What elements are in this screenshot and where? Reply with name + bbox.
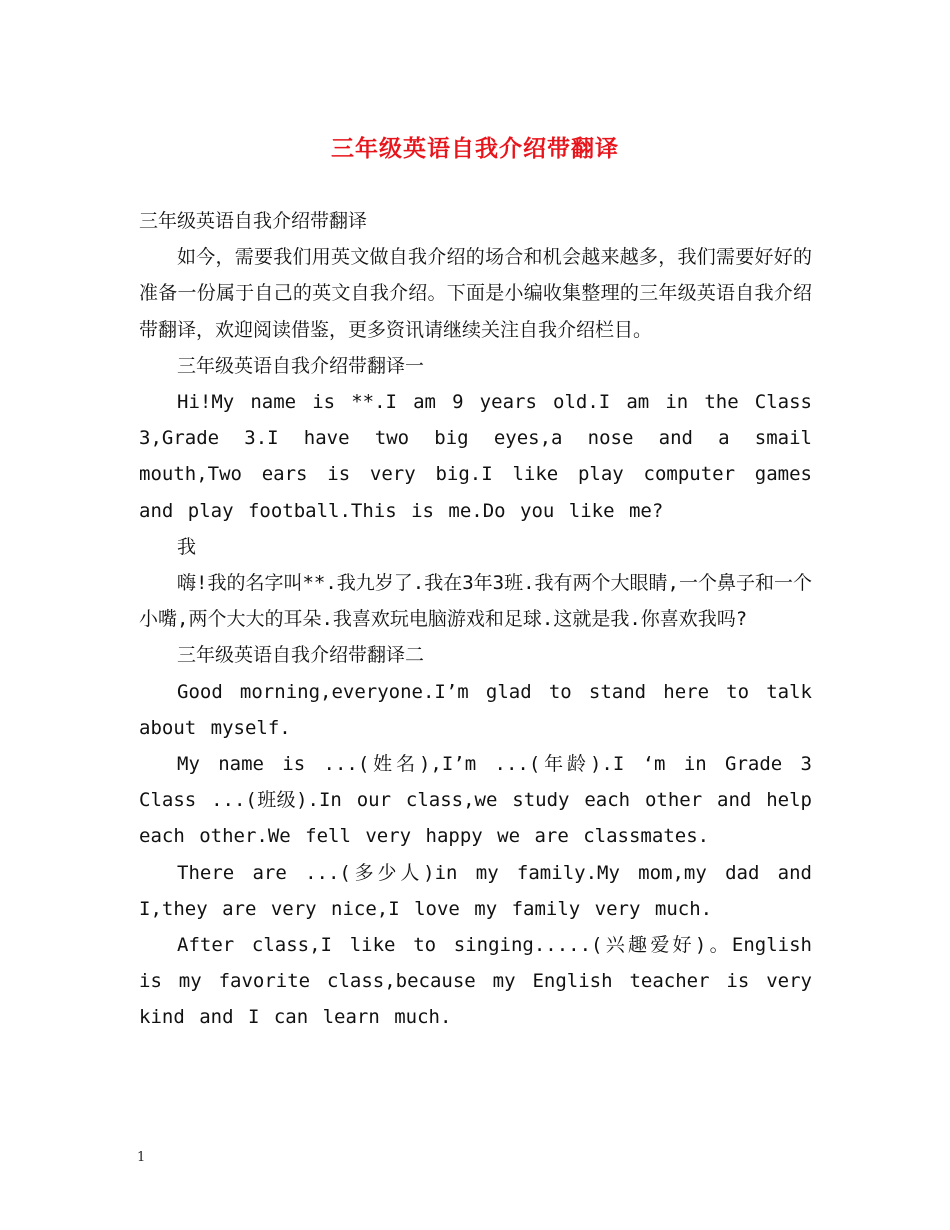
section-heading: 三年级英语自我介绍带翻译 [139, 210, 368, 232]
english-intro-two-hobby: After class,I like to singing.....(兴趣爱好)。English is my favorite class,because my English teacher is very kind and I can learn much. [139, 934, 812, 1029]
document-body [139, 203, 812, 1036]
english-intro-two-family: There are ...(多少人)in my family.My mom,my dad and I,they are very nice,I love my family very much. [139, 861, 812, 920]
translation-label: 我 [177, 535, 197, 558]
subheading-one: 三年级英语自我介绍带翻译一 [177, 354, 425, 377]
intro-paragraph: 如今，需要我们用英文做自我介绍的场合和机会越来越多，我们需要好好的准备一份属于自己的英文自我介绍。下面是小编收集整理的三年级英语自我介绍带翻译，欢迎阅读借鉴，更多资讯请继续关注自我介绍栏目。 [139, 246, 812, 341]
document-title: 三年级英语自我介绍带翻译 [331, 135, 619, 162]
english-intro-one: Hi!My name is **.I am 9 years old.I am in the Class 3,Grade 3.I have two big eyes,a nose and a smail mouth,Two ears is very big.I like play computer games and play football.This is me.Do you like me? [139, 391, 812, 522]
english-intro-two-greeting: Good morning,everyone.I’m glad to stand here to talk about myself. [139, 680, 812, 739]
subheading-two: 三年级英语自我介绍带翻译二 [177, 644, 425, 667]
page-number: 1 [137, 1150, 146, 1165]
english-intro-two-name: My name is ...(姓名),I’m ...(年龄).I ‘m in Grade 3 Class ...(班级).In our class,we study each other and help each other.We fell very happy we are classmates. [139, 753, 812, 848]
chinese-translation-one: 嗨!我的名字叫**.我九岁了.我在3年3班.我有两个大眼睛,一个鼻子和一个小嘴,两个大大的耳朵.我喜欢玩电脑游戏和足球.这就是我.你喜欢我吗? [139, 572, 812, 631]
